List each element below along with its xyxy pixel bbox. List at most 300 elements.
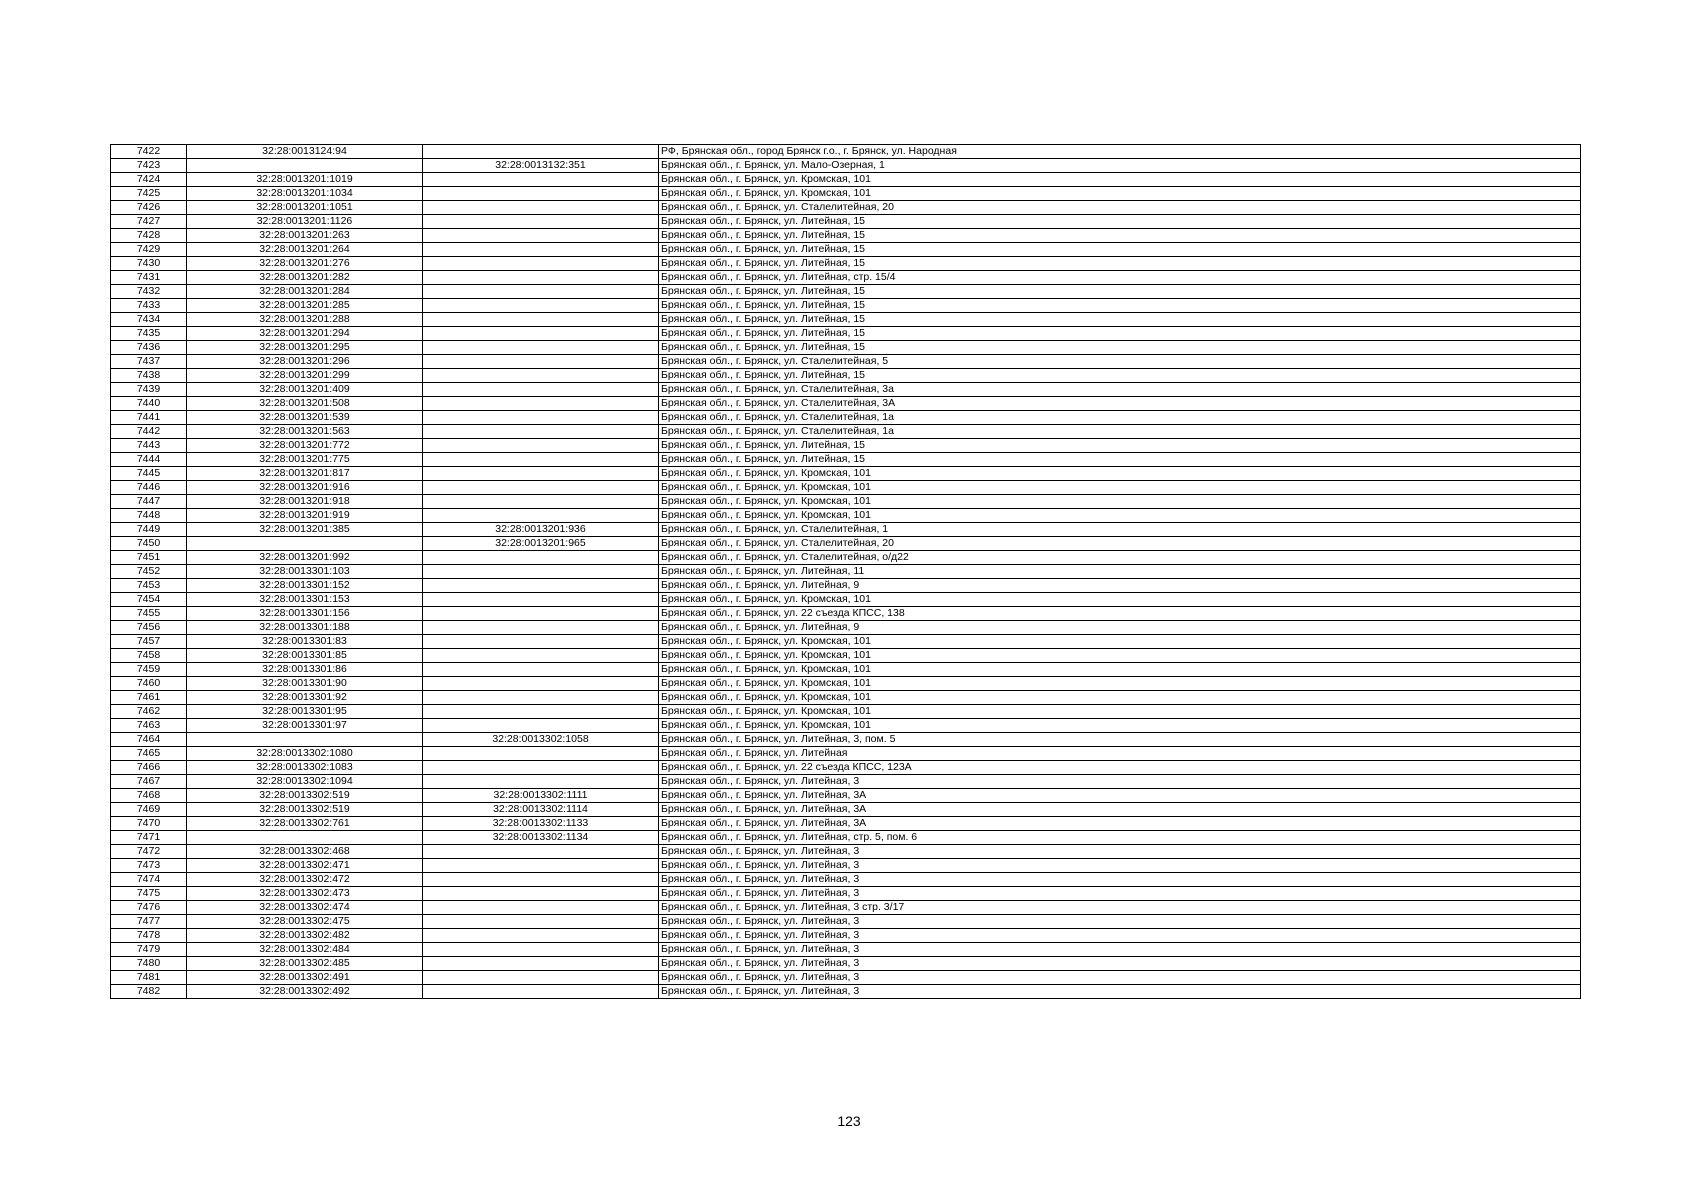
linked-cadastral-number-cell — [423, 845, 659, 859]
address-cell: Брянская обл., г. Брянск, ул. Литейная, стр. 5, пом. 6 — [659, 831, 1581, 845]
cadastral-number-cell: 32:28:0013201:296 — [187, 355, 423, 369]
row-number-cell: 7457 — [111, 635, 187, 649]
address-cell: Брянская обл., г. Брянск, ул. Сталелитейная, 1а — [659, 425, 1581, 439]
row-number-cell: 7471 — [111, 831, 187, 845]
row-number-cell: 7437 — [111, 355, 187, 369]
row-number-cell: 7427 — [111, 215, 187, 229]
cadastral-number-cell: 32:28:0013201:295 — [187, 341, 423, 355]
cadastral-number-cell: 32:28:0013301:103 — [187, 565, 423, 579]
table-row — [111, 579, 1581, 593]
linked-cadastral-number-cell — [423, 943, 659, 957]
address-cell: Брянская обл., г. Брянск, ул. Кромская, 101 — [659, 481, 1581, 495]
linked-cadastral-number-cell — [423, 257, 659, 271]
row-number-cell: 7464 — [111, 733, 187, 747]
cadastral-number-cell — [187, 831, 423, 845]
address-cell: Брянская обл., г. Брянск, ул. Сталелитейная, о/д22 — [659, 551, 1581, 565]
linked-cadastral-number-cell — [423, 957, 659, 971]
address-cell: Брянская обл., г. Брянск, ул. 22 съезда КПСС, 138 — [659, 607, 1581, 621]
address-cell: Брянская обл., г. Брянск, ул. Кромская, 101 — [659, 495, 1581, 509]
linked-cadastral-number-cell — [423, 201, 659, 215]
table-row — [111, 159, 1581, 173]
row-number-cell: 7425 — [111, 187, 187, 201]
address-cell: Брянская обл., г. Брянск, ул. Кромская, 101 — [659, 663, 1581, 677]
address-cell: Брянская обл., г. Брянск, ул. Литейная, 15 — [659, 453, 1581, 467]
address-cell: Брянская обл., г. Брянск, ул. Сталелитейная, 3а — [659, 383, 1581, 397]
linked-cadastral-number-cell — [423, 313, 659, 327]
table-row — [111, 621, 1581, 635]
address-cell: Брянская обл., г. Брянск, ул. Литейная, 15 — [659, 439, 1581, 453]
address-cell: Брянская обл., г. Брянск, ул. Литейная, 3 — [659, 971, 1581, 985]
address-cell: Брянская обл., г. Брянск, ул. Литейная, 3 — [659, 887, 1581, 901]
linked-cadastral-number-cell — [423, 719, 659, 733]
row-number-cell: 7449 — [111, 523, 187, 537]
row-number-cell: 7461 — [111, 691, 187, 705]
row-number-cell: 7452 — [111, 565, 187, 579]
cadastral-number-cell: 32:28:0013201:563 — [187, 425, 423, 439]
linked-cadastral-number-cell — [423, 663, 659, 677]
table-row — [111, 775, 1581, 789]
cadastral-number-cell: 32:28:0013201:992 — [187, 551, 423, 565]
address-cell: РФ, Брянская обл., город Брянск г.о., г. Брянск, ул. Народная — [659, 145, 1581, 159]
cadastral-number-cell: 32:28:0013302:1080 — [187, 747, 423, 761]
linked-cadastral-number-cell — [423, 635, 659, 649]
address-cell: Брянская обл., г. Брянск, ул. Сталелитейная, 1а — [659, 411, 1581, 425]
table-row — [111, 565, 1581, 579]
cadastral-number-cell: 32:28:0013302:1094 — [187, 775, 423, 789]
address-cell: Брянская обл., г. Брянск, ул. Кромская, 101 — [659, 691, 1581, 705]
table-row — [111, 285, 1581, 299]
address-cell: Брянская обл., г. Брянск, ул. Литейная, 11 — [659, 565, 1581, 579]
cadastral-number-cell — [187, 537, 423, 551]
cadastral-number-cell: 32:28:0013301:95 — [187, 705, 423, 719]
address-cell: Брянская обл., г. Брянск, ул. Кромская, 101 — [659, 509, 1581, 523]
address-cell: Брянская обл., г. Брянск, ул. Литейная, 15 — [659, 299, 1581, 313]
cadastral-number-cell: 32:28:0013302:468 — [187, 845, 423, 859]
linked-cadastral-number-cell: 32:28:0013302:1111 — [423, 789, 659, 803]
row-number-cell: 7476 — [111, 901, 187, 915]
table-row — [111, 481, 1581, 495]
table-row — [111, 733, 1581, 747]
linked-cadastral-number-cell — [423, 397, 659, 411]
row-number-cell: 7465 — [111, 747, 187, 761]
cadastral-number-cell: 32:28:0013201:775 — [187, 453, 423, 467]
address-cell: Брянская обл., г. Брянск, ул. Литейная, 3 — [659, 845, 1581, 859]
linked-cadastral-number-cell: 32:28:0013201:936 — [423, 523, 659, 537]
cadastral-number-cell: 32:28:0013301:85 — [187, 649, 423, 663]
table-row — [111, 943, 1581, 957]
cadastral-number-cell: 32:28:0013302:471 — [187, 859, 423, 873]
table-row — [111, 971, 1581, 985]
address-cell: Брянская обл., г. Брянск, ул. Литейная, 15 — [659, 215, 1581, 229]
table-row — [111, 929, 1581, 943]
address-cell: Брянская обл., г. Брянск, ул. Литейная, 15 — [659, 369, 1581, 383]
address-cell: Брянская обл., г. Брянск, ул. Кромская, 101 — [659, 467, 1581, 481]
table-row — [111, 341, 1581, 355]
table-row — [111, 201, 1581, 215]
row-number-cell: 7462 — [111, 705, 187, 719]
table-row — [111, 803, 1581, 817]
row-number-cell: 7472 — [111, 845, 187, 859]
table-row — [111, 691, 1581, 705]
address-cell: Брянская обл., г. Брянск, ул. Литейная, 15 — [659, 243, 1581, 257]
linked-cadastral-number-cell — [423, 145, 659, 159]
row-number-cell: 7447 — [111, 495, 187, 509]
table-row — [111, 663, 1581, 677]
row-number-cell: 7439 — [111, 383, 187, 397]
cadastral-number-cell: 32:28:0013201:772 — [187, 439, 423, 453]
cadastral-number-cell: 32:28:0013201:919 — [187, 509, 423, 523]
linked-cadastral-number-cell — [423, 481, 659, 495]
table-row — [111, 537, 1581, 551]
address-cell: Брянская обл., г. Брянск, ул. Литейная, 3 — [659, 859, 1581, 873]
cadastral-number-cell — [187, 159, 423, 173]
cadastral-number-cell: 32:28:0013201:409 — [187, 383, 423, 397]
table-row — [111, 369, 1581, 383]
address-cell: Брянская обл., г. Брянск, ул. Литейная, 3А — [659, 803, 1581, 817]
row-number-cell: 7440 — [111, 397, 187, 411]
address-cell: Брянская обл., г. Брянск, ул. Литейная, 3 — [659, 775, 1581, 789]
cadastral-number-cell: 32:28:0013301:188 — [187, 621, 423, 635]
address-cell: Брянская обл., г. Брянск, ул. Литейная, 3 — [659, 985, 1581, 999]
row-number-cell: 7433 — [111, 299, 187, 313]
row-number-cell: 7455 — [111, 607, 187, 621]
row-number-cell: 7429 — [111, 243, 187, 257]
cadastral-number-cell: 32:28:0013201:282 — [187, 271, 423, 285]
table-row — [111, 649, 1581, 663]
table-row — [111, 215, 1581, 229]
row-number-cell: 7422 — [111, 145, 187, 159]
linked-cadastral-number-cell — [423, 551, 659, 565]
address-cell: Брянская обл., г. Брянск, ул. Кромская, 101 — [659, 649, 1581, 663]
table-row — [111, 845, 1581, 859]
table-row — [111, 887, 1581, 901]
row-number-cell: 7475 — [111, 887, 187, 901]
row-number-cell: 7448 — [111, 509, 187, 523]
cadastral-number-cell: 32:28:0013201:539 — [187, 411, 423, 425]
cadastral-number-cell: 32:28:0013201:263 — [187, 229, 423, 243]
address-cell: Брянская обл., г. Брянск, ул. Литейная, 15 — [659, 285, 1581, 299]
linked-cadastral-number-cell — [423, 691, 659, 705]
linked-cadastral-number-cell — [423, 915, 659, 929]
cadastral-number-cell: 32:28:0013124:94 — [187, 145, 423, 159]
linked-cadastral-number-cell — [423, 859, 659, 873]
cadastral-number-cell: 32:28:0013301:156 — [187, 607, 423, 621]
table-row — [111, 509, 1581, 523]
row-number-cell: 7446 — [111, 481, 187, 495]
row-number-cell: 7428 — [111, 229, 187, 243]
table-row — [111, 425, 1581, 439]
cadastral-number-cell — [187, 733, 423, 747]
table-row — [111, 859, 1581, 873]
table-row — [111, 831, 1581, 845]
linked-cadastral-number-cell — [423, 187, 659, 201]
linked-cadastral-number-cell — [423, 383, 659, 397]
cadastral-number-cell: 32:28:0013201:1034 — [187, 187, 423, 201]
cadastral-number-cell: 32:28:0013301:83 — [187, 635, 423, 649]
linked-cadastral-number-cell — [423, 243, 659, 257]
linked-cadastral-number-cell — [423, 565, 659, 579]
row-number-cell: 7443 — [111, 439, 187, 453]
linked-cadastral-number-cell — [423, 439, 659, 453]
row-number-cell: 7480 — [111, 957, 187, 971]
table-row — [111, 495, 1581, 509]
table-row — [111, 453, 1581, 467]
cadastral-table — [110, 144, 1581, 999]
table-row — [111, 705, 1581, 719]
linked-cadastral-number-cell — [423, 467, 659, 481]
cadastral-number-cell: 32:28:0013302:485 — [187, 957, 423, 971]
linked-cadastral-number-cell — [423, 649, 659, 663]
linked-cadastral-number-cell: 32:28:0013132:351 — [423, 159, 659, 173]
address-cell: Брянская обл., г. Брянск, ул. Литейная, 15 — [659, 229, 1581, 243]
table-row — [111, 789, 1581, 803]
table-row — [111, 411, 1581, 425]
row-number-cell: 7463 — [111, 719, 187, 733]
page-number: 123 — [837, 1113, 861, 1129]
linked-cadastral-number-cell — [423, 369, 659, 383]
linked-cadastral-number-cell — [423, 985, 659, 999]
row-number-cell: 7458 — [111, 649, 187, 663]
row-number-cell: 7467 — [111, 775, 187, 789]
row-number-cell: 7431 — [111, 271, 187, 285]
address-cell: Брянская обл., г. Брянск, ул. Литейная, 3 — [659, 929, 1581, 943]
table-row — [111, 677, 1581, 691]
row-number-cell: 7451 — [111, 551, 187, 565]
cadastral-number-cell: 32:28:0013302:1083 — [187, 761, 423, 775]
table-row — [111, 593, 1581, 607]
table-row — [111, 229, 1581, 243]
cadastral-number-cell: 32:28:0013201:916 — [187, 481, 423, 495]
linked-cadastral-number-cell — [423, 579, 659, 593]
linked-cadastral-number-cell — [423, 509, 659, 523]
row-number-cell: 7441 — [111, 411, 187, 425]
table-row — [111, 243, 1581, 257]
cadastral-number-cell: 32:28:0013301:153 — [187, 593, 423, 607]
table-row — [111, 985, 1581, 999]
address-cell: Брянская обл., г. Брянск, ул. Литейная, стр. 15/4 — [659, 271, 1581, 285]
row-number-cell: 7474 — [111, 873, 187, 887]
address-cell: Брянская обл., г. Брянск, ул. Литейная, 15 — [659, 341, 1581, 355]
table-row — [111, 257, 1581, 271]
address-cell: Брянская обл., г. Брянск, ул. Литейная, 15 — [659, 327, 1581, 341]
cadastral-number-cell: 32:28:0013301:97 — [187, 719, 423, 733]
table-row — [111, 915, 1581, 929]
address-cell: Брянская обл., г. Брянск, ул. Сталелитейная, 1 — [659, 523, 1581, 537]
cadastral-number-cell: 32:28:0013201:508 — [187, 397, 423, 411]
linked-cadastral-number-cell — [423, 285, 659, 299]
table-row — [111, 145, 1581, 159]
linked-cadastral-number-cell — [423, 299, 659, 313]
address-cell: Брянская обл., г. Брянск, ул. Мало-Озерная, 1 — [659, 159, 1581, 173]
cadastral-number-cell: 32:28:0013302:519 — [187, 789, 423, 803]
cadastral-number-cell: 32:28:0013302:482 — [187, 929, 423, 943]
linked-cadastral-number-cell — [423, 229, 659, 243]
linked-cadastral-number-cell — [423, 677, 659, 691]
cadastral-number-cell: 32:28:0013302:472 — [187, 873, 423, 887]
row-number-cell: 7450 — [111, 537, 187, 551]
address-cell: Брянская обл., г. Брянск, ул. Литейная, 3, пом. 5 — [659, 733, 1581, 747]
linked-cadastral-number-cell: 32:28:0013302:1114 — [423, 803, 659, 817]
cadastral-number-cell: 32:28:0013201:288 — [187, 313, 423, 327]
address-cell: Брянская обл., г. Брянск, ул. Кромская, 101 — [659, 187, 1581, 201]
cadastral-number-cell: 32:28:0013301:90 — [187, 677, 423, 691]
row-number-cell: 7444 — [111, 453, 187, 467]
address-cell: Брянская обл., г. Брянск, ул. Литейная, 3 — [659, 957, 1581, 971]
table-row — [111, 873, 1581, 887]
address-cell: Брянская обл., г. Брянск, ул. Кромская, 101 — [659, 705, 1581, 719]
address-cell: Брянская обл., г. Брянск, ул. Сталелитейная, 5 — [659, 355, 1581, 369]
address-cell: Брянская обл., г. Брянск, ул. Литейная, 9 — [659, 621, 1581, 635]
linked-cadastral-number-cell — [423, 929, 659, 943]
table-row — [111, 467, 1581, 481]
linked-cadastral-number-cell — [423, 495, 659, 509]
row-number-cell: 7478 — [111, 929, 187, 943]
row-number-cell: 7435 — [111, 327, 187, 341]
linked-cadastral-number-cell — [423, 887, 659, 901]
table-row — [111, 719, 1581, 733]
row-number-cell: 7468 — [111, 789, 187, 803]
table-row — [111, 957, 1581, 971]
address-cell: Брянская обл., г. Брянск, ул. Литейная — [659, 747, 1581, 761]
address-cell: Брянская обл., г. Брянск, ул. Литейная, 3 — [659, 943, 1581, 957]
cadastral-number-cell: 32:28:0013201:294 — [187, 327, 423, 341]
row-number-cell: 7430 — [111, 257, 187, 271]
row-number-cell: 7426 — [111, 201, 187, 215]
address-cell: Брянская обл., г. Брянск, ул. Литейная, 3 — [659, 915, 1581, 929]
linked-cadastral-number-cell — [423, 873, 659, 887]
linked-cadastral-number-cell: 32:28:0013302:1058 — [423, 733, 659, 747]
row-number-cell: 7482 — [111, 985, 187, 999]
row-number-cell: 7453 — [111, 579, 187, 593]
address-cell: Брянская обл., г. Брянск, ул. Литейная, 3 — [659, 873, 1581, 887]
address-cell: Брянская обл., г. Брянск, ул. Литейная, 15 — [659, 313, 1581, 327]
cadastral-number-cell: 32:28:0013302:761 — [187, 817, 423, 831]
cadastral-number-cell: 32:28:0013301:92 — [187, 691, 423, 705]
linked-cadastral-number-cell — [423, 621, 659, 635]
row-number-cell: 7466 — [111, 761, 187, 775]
table-row — [111, 355, 1581, 369]
cadastral-number-cell: 32:28:0013201:264 — [187, 243, 423, 257]
address-cell: Брянская обл., г. Брянск, ул. Кромская, 101 — [659, 719, 1581, 733]
table-row — [111, 299, 1581, 313]
linked-cadastral-number-cell — [423, 901, 659, 915]
cadastral-number-cell: 32:28:0013301:86 — [187, 663, 423, 677]
table-row — [111, 271, 1581, 285]
table-row — [111, 397, 1581, 411]
address-cell: Брянская обл., г. Брянск, ул. Сталелитейная, 3А — [659, 397, 1581, 411]
cadastral-number-cell: 32:28:0013201:285 — [187, 299, 423, 313]
row-number-cell: 7460 — [111, 677, 187, 691]
linked-cadastral-number-cell — [423, 355, 659, 369]
table-row — [111, 187, 1581, 201]
cadastral-number-cell: 32:28:0013302:519 — [187, 803, 423, 817]
table-row — [111, 551, 1581, 565]
row-number-cell: 7459 — [111, 663, 187, 677]
cadastral-number-cell: 32:28:0013201:385 — [187, 523, 423, 537]
cadastral-number-cell: 32:28:0013302:484 — [187, 943, 423, 957]
linked-cadastral-number-cell — [423, 327, 659, 341]
cadastral-number-cell: 32:28:0013201:817 — [187, 467, 423, 481]
cadastral-number-cell: 32:28:0013201:284 — [187, 285, 423, 299]
linked-cadastral-number-cell — [423, 761, 659, 775]
cadastral-number-cell: 32:28:0013201:299 — [187, 369, 423, 383]
linked-cadastral-number-cell — [423, 425, 659, 439]
address-cell: Брянская обл., г. Брянск, ул. Литейная, 3А — [659, 789, 1581, 803]
table-row — [111, 607, 1581, 621]
cadastral-number-cell: 32:28:0013201:1019 — [187, 173, 423, 187]
linked-cadastral-number-cell — [423, 411, 659, 425]
address-cell: Брянская обл., г. Брянск, ул. Литейная, 15 — [659, 257, 1581, 271]
table-row — [111, 747, 1581, 761]
address-cell: Брянская обл., г. Брянск, ул. Сталелитейная, 20 — [659, 201, 1581, 215]
address-cell: Брянская обл., г. Брянск, ул. Литейная, 9 — [659, 579, 1581, 593]
linked-cadastral-number-cell — [423, 705, 659, 719]
linked-cadastral-number-cell — [423, 215, 659, 229]
linked-cadastral-number-cell — [423, 593, 659, 607]
linked-cadastral-number-cell — [423, 271, 659, 285]
row-number-cell: 7456 — [111, 621, 187, 635]
linked-cadastral-number-cell — [423, 173, 659, 187]
cadastral-number-cell: 32:28:0013302:492 — [187, 985, 423, 999]
linked-cadastral-number-cell: 32:28:0013302:1133 — [423, 817, 659, 831]
cadastral-number-cell: 32:28:0013201:1051 — [187, 201, 423, 215]
cadastral-number-cell: 32:28:0013301:152 — [187, 579, 423, 593]
cadastral-number-cell: 32:28:0013201:1126 — [187, 215, 423, 229]
cadastral-number-cell: 32:28:0013201:918 — [187, 495, 423, 509]
row-number-cell: 7442 — [111, 425, 187, 439]
table-row — [111, 313, 1581, 327]
table-row — [111, 523, 1581, 537]
table-row — [111, 635, 1581, 649]
table-row — [111, 761, 1581, 775]
row-number-cell: 7481 — [111, 971, 187, 985]
row-number-cell: 7477 — [111, 915, 187, 929]
linked-cadastral-number-cell — [423, 775, 659, 789]
address-cell: Брянская обл., г. Брянск, ул. Сталелитейная, 20 — [659, 537, 1581, 551]
table-row — [111, 439, 1581, 453]
table-row — [111, 901, 1581, 915]
address-cell: Брянская обл., г. Брянск, ул. Кромская, 101 — [659, 173, 1581, 187]
linked-cadastral-number-cell: 32:28:0013302:1134 — [423, 831, 659, 845]
row-number-cell: 7445 — [111, 467, 187, 481]
row-number-cell: 7479 — [111, 943, 187, 957]
address-cell: Брянская обл., г. Брянск, ул. Кромская, 101 — [659, 677, 1581, 691]
row-number-cell: 7454 — [111, 593, 187, 607]
row-number-cell: 7473 — [111, 859, 187, 873]
table-row — [111, 817, 1581, 831]
row-number-cell: 7438 — [111, 369, 187, 383]
cadastral-number-cell: 32:28:0013302:474 — [187, 901, 423, 915]
table-row — [111, 383, 1581, 397]
row-number-cell: 7432 — [111, 285, 187, 299]
table-body — [111, 145, 1581, 999]
linked-cadastral-number-cell — [423, 747, 659, 761]
cadastral-number-cell: 32:28:0013201:276 — [187, 257, 423, 271]
cadastral-number-cell: 32:28:0013302:473 — [187, 887, 423, 901]
table-row — [111, 173, 1581, 187]
linked-cadastral-number-cell — [423, 453, 659, 467]
address-cell: Брянская обл., г. Брянск, ул. Литейная, 3А — [659, 817, 1581, 831]
linked-cadastral-number-cell: 32:28:0013201:965 — [423, 537, 659, 551]
linked-cadastral-number-cell — [423, 607, 659, 621]
row-number-cell: 7436 — [111, 341, 187, 355]
cadastral-number-cell: 32:28:0013302:491 — [187, 971, 423, 985]
row-number-cell: 7424 — [111, 173, 187, 187]
address-cell: Брянская обл., г. Брянск, ул. Литейная, 3 стр. 3/17 — [659, 901, 1581, 915]
row-number-cell: 7470 — [111, 817, 187, 831]
address-cell: Брянская обл., г. Брянск, ул. Кромская, 101 — [659, 593, 1581, 607]
row-number-cell: 7423 — [111, 159, 187, 173]
